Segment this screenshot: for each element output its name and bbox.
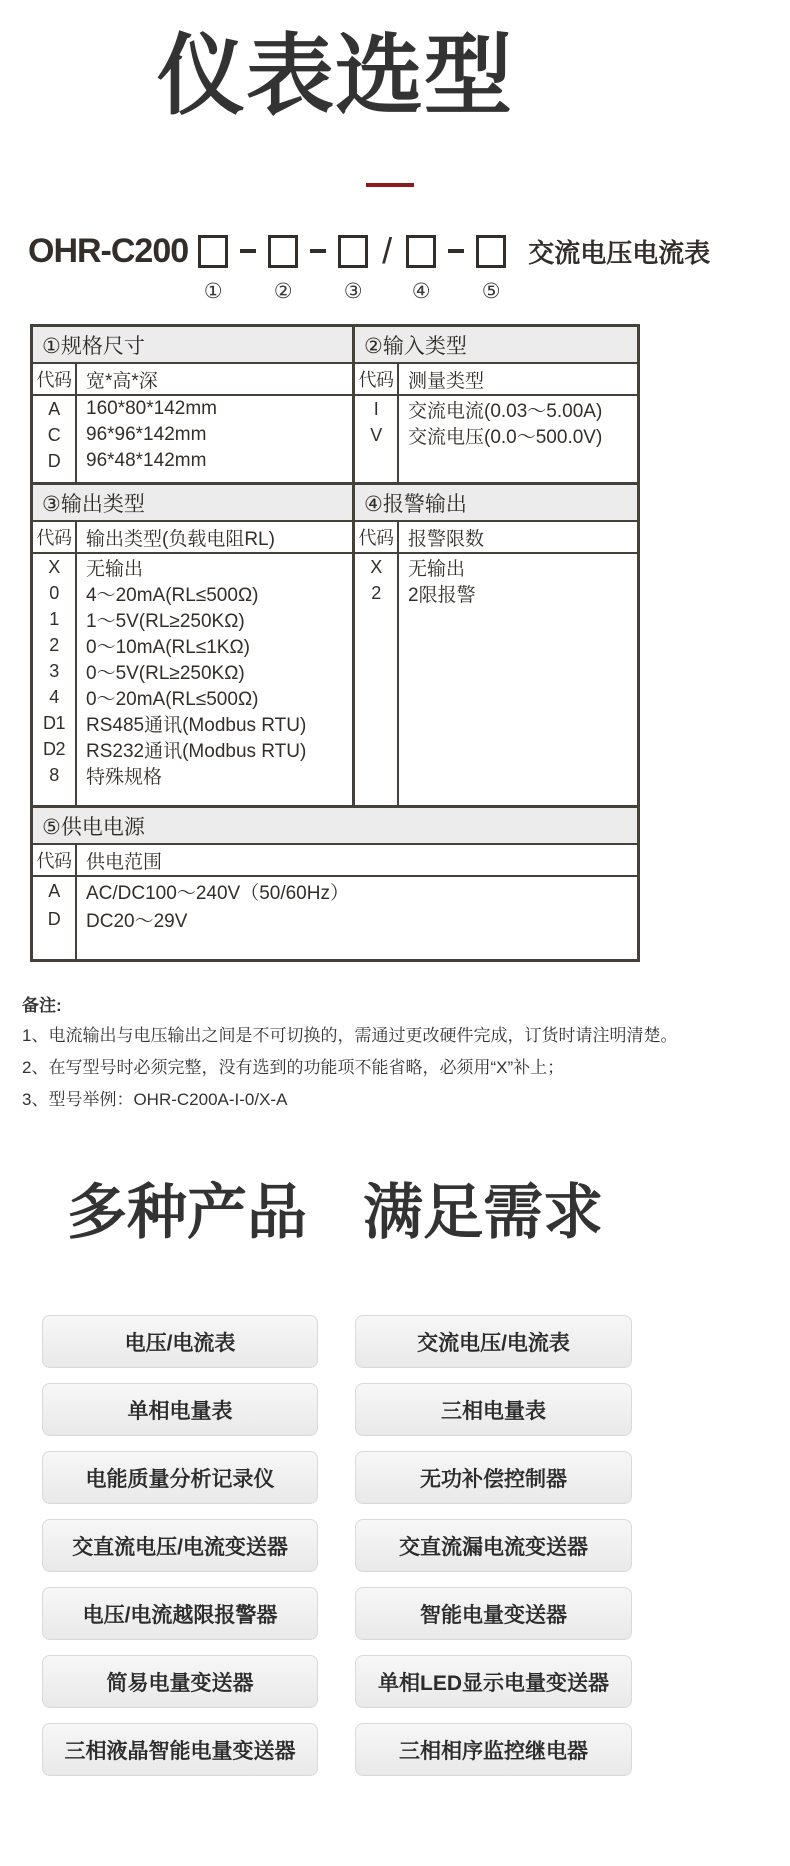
table-subheader (355, 364, 637, 396)
table-filler (33, 788, 352, 805)
value-header-cell: 宽*高*深 (86, 370, 158, 392)
model-product-name: 交流电压电流表 (528, 237, 711, 268)
table-subheader (33, 845, 637, 877)
model-box-5 (476, 235, 506, 303)
code-cell: 4 (33, 684, 77, 710)
product-button-simple-energy-transmitter[interactable]: 简易电量变送器 (42, 1655, 318, 1708)
table-band-1 (33, 327, 637, 485)
value-header-cell: 测量类型 (408, 370, 485, 392)
value-header-cell: 供电范围 (86, 851, 163, 873)
table-row (33, 905, 637, 933)
value-cell: 160*80*142mm (86, 398, 217, 419)
table-row (33, 554, 352, 580)
code-cell: X (33, 554, 77, 580)
code-cell: D1 (33, 710, 77, 736)
value-cell: 交流电压(0.0～500.0V) (408, 426, 603, 448)
section-title: ②输入类型 (355, 327, 637, 364)
value-cell: 96*96*142mm (86, 424, 207, 445)
table-filler (33, 474, 352, 482)
section-title: ⑤供电电源 (33, 808, 637, 845)
model-box-4 (406, 235, 436, 303)
model-code-line (28, 230, 790, 303)
table-row (355, 580, 637, 606)
model-slash: / (382, 230, 393, 271)
product-button-ac-voltage-current-meter[interactable]: 交流电压/电流表 (355, 1315, 632, 1368)
product-button-reactive-compensation-controller[interactable]: 无功补偿控制器 (355, 1451, 632, 1504)
marker-5: ⑤ (481, 279, 501, 303)
product-button-single-phase-energy-meter[interactable]: 单相电量表 (42, 1383, 318, 1436)
code-header-cell: 代码 (33, 845, 77, 875)
section-alarm-output (355, 485, 637, 805)
note-item-1: 1、电流输出与电压输出之间是不可切换的，需通过更改硬件完成，订货时请注明清楚。 (22, 1026, 678, 1045)
table-filler (355, 448, 637, 482)
value-cell: 无输出 (408, 558, 466, 580)
section-title: ③输出类型 (33, 485, 352, 522)
product-button-acdc-leakage-current-transmitter[interactable]: 交直流漏电流变送器 (355, 1519, 632, 1572)
section-output-type (33, 485, 355, 805)
code-cell: C (33, 422, 77, 448)
table-row (355, 396, 637, 422)
model-box-3 (338, 235, 368, 303)
table-row (33, 658, 352, 684)
table-row (33, 877, 637, 905)
value-cell: DC20～29V (86, 910, 188, 932)
table-filler (33, 933, 637, 959)
code-header-cell: 代码 (355, 364, 399, 394)
code-cell: I (355, 396, 399, 422)
table-row (33, 632, 352, 658)
product-button-power-quality-recorder[interactable]: 电能质量分析记录仪 (42, 1451, 318, 1504)
product-button-single-phase-led-energy-transmitter[interactable]: 单相LED显示电量变送器 (355, 1655, 632, 1708)
model-box-1 (198, 235, 228, 303)
product-button-three-phase-energy-meter[interactable]: 三相电量表 (355, 1383, 632, 1436)
value-cell: RS232通讯(Modbus RTU) (86, 740, 307, 762)
model-dash-1 (240, 249, 256, 253)
code-cell: D (33, 448, 77, 474)
table-row (33, 422, 352, 448)
marker-3: ③ (343, 279, 363, 303)
value-cell: 2限报警 (408, 584, 476, 606)
code-cell: 8 (33, 762, 77, 788)
table-row (33, 762, 352, 788)
code-cell: A (33, 877, 77, 905)
table-subheader (33, 522, 352, 554)
product-button-smart-energy-transmitter[interactable]: 智能电量变送器 (355, 1587, 632, 1640)
table-row (355, 554, 637, 580)
product-grid (42, 1315, 790, 1776)
product-button-acdc-voltage-current-transmitter[interactable]: 交直流电压/电流变送器 (42, 1519, 318, 1572)
table-row (33, 736, 352, 762)
value-cell: 特殊规格 (86, 766, 163, 788)
section-spec-size (33, 327, 355, 482)
products-heading-right: 满足需求 (363, 1179, 603, 1246)
section-power-supply (33, 808, 637, 959)
value-cell: 96*48*142mm (86, 450, 207, 471)
value-cell: AC/DC100～240V（50/60Hz） (86, 882, 349, 904)
marker-4: ④ (411, 279, 431, 303)
code-cell: V (355, 422, 399, 448)
product-button-phase-sequence-monitoring-relay[interactable]: 三相相序监控继电器 (355, 1723, 632, 1776)
section-title: ④报警输出 (355, 485, 637, 522)
table-subheader (355, 522, 637, 554)
notes-block (22, 993, 790, 1115)
products-heading (30, 1177, 640, 1249)
code-cell: D2 (33, 736, 77, 762)
marker-2: ② (273, 279, 293, 303)
code-header-cell: 代码 (355, 522, 399, 552)
code-cell: A (33, 396, 77, 422)
table-filler (355, 606, 637, 805)
value-cell: RS485通讯(Modbus RTU) (86, 714, 307, 736)
code-cell: 1 (33, 606, 77, 632)
model-box-2 (268, 235, 298, 303)
notes-label: 备注: (22, 996, 62, 1015)
table-row (33, 710, 352, 736)
product-button-three-phase-lcd-smart-energy-transmitter[interactable]: 三相液晶智能电量变送器 (42, 1723, 318, 1776)
table-row (33, 580, 352, 606)
value-header-cell: 输出类型(负载电阻RL) (86, 528, 275, 550)
note-item-2: 2、在写型号时必须完整，没有选到的功能项不能省略，必须用“X”补上； (22, 1058, 565, 1077)
value-cell: 1～5V(RL≥250KΩ) (86, 610, 245, 632)
code-header-cell: 代码 (33, 364, 77, 394)
model-dash-3 (448, 249, 464, 253)
model-dash-2 (310, 249, 326, 253)
table-row (33, 448, 352, 474)
value-cell: 4～20mA(RL≤500Ω) (86, 584, 259, 606)
value-header-cell: 报警限数 (408, 528, 485, 550)
code-cell: X (355, 554, 399, 580)
table-row (355, 422, 637, 448)
value-cell: 0～10mA(RL≤1KΩ) (86, 636, 251, 658)
value-cell: 0～20mA(RL≤500Ω) (86, 688, 259, 710)
value-cell: 交流电流(0.03～5.00A) (408, 400, 603, 422)
code-cell: 3 (33, 658, 77, 684)
code-cell: 2 (33, 632, 77, 658)
products-heading-left: 多种产品 (67, 1179, 307, 1246)
code-cell: 0 (33, 580, 77, 606)
model-prefix: OHR-C200 (28, 231, 189, 270)
table-row (33, 606, 352, 632)
value-cell: 0～5V(RL≥250KΩ) (86, 662, 245, 684)
product-button-limit-alarm[interactable]: 电压/电流越限报警器 (42, 1587, 318, 1640)
product-button-voltage-current-meter[interactable]: 电压/电流表 (42, 1315, 318, 1368)
code-cell: 2 (355, 580, 399, 606)
code-cell: D (33, 905, 77, 933)
accent-line (366, 183, 414, 187)
marker-1: ① (203, 279, 223, 303)
note-item-3: 3、型号举例：OHR-C200A-I-0/X-A (22, 1090, 288, 1109)
table-row (33, 684, 352, 710)
selection-table (30, 324, 640, 962)
value-cell: 无输出 (86, 558, 144, 580)
section-title: ①规格尺寸 (33, 327, 352, 364)
table-subheader (33, 364, 352, 396)
table-band-2 (33, 485, 637, 808)
table-row (33, 396, 352, 422)
section-input-type (355, 327, 637, 482)
code-header-cell: 代码 (33, 522, 77, 552)
page-title: 仪表选型 (156, 26, 513, 125)
